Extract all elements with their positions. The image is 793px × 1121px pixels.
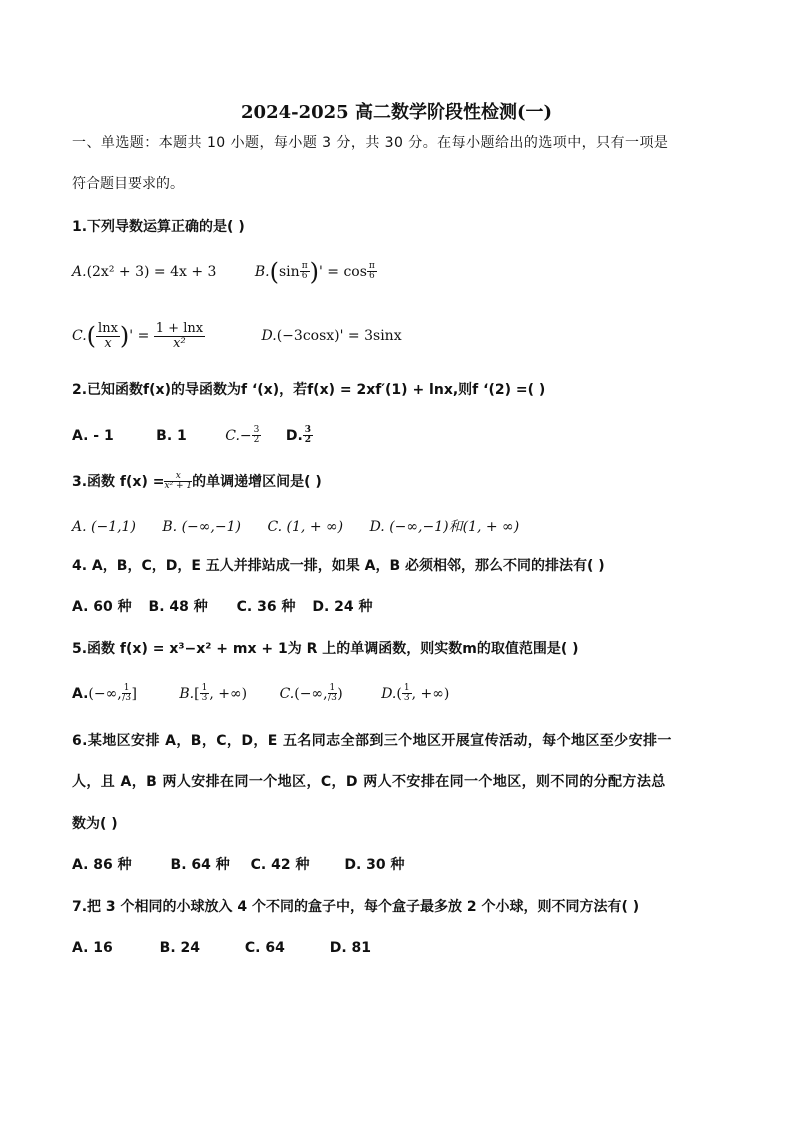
q1-b-frac2-num: π — [368, 261, 375, 271]
q5-a-num: 1 — [123, 683, 130, 693]
q2-c-num: 3 — [253, 425, 260, 435]
q3-option-c: C. (1, + ∞) — [267, 519, 344, 535]
q6-stem-line-2: 人，且 A，B 两人安排在同一个地区，C，D 两人不安排在同一个地区，则不同的分配方法总 — [72, 774, 666, 790]
q3-options — [72, 518, 519, 536]
q1-b-frac-num: π — [301, 261, 308, 271]
q7-option-c: C. 64 — [244, 940, 285, 956]
q1-option-b: B.(sin $\frac{\pi}{6}$ )' = cos $\frac{\pi}{6}$ — [254, 257, 375, 286]
q2-option-c — [225, 426, 261, 446]
q5-option-a-post: ] — [131, 685, 137, 702]
q6-options — [72, 856, 405, 874]
q2-option-d-label: D. — [285, 427, 303, 444]
q1-c-rhs-num: 1 + lnx — [155, 321, 204, 336]
q5-option-c-pre: (−∞, — [294, 685, 328, 702]
q5-stem: 5.函数 f(x) = x³−x² + mx + 1为 R 上的单调函数，则实数m的取值范围是( ) — [72, 641, 579, 657]
q2-option-a: A. - 1 — [72, 427, 114, 444]
q1-option-c-label: C. — [72, 328, 87, 345]
q1-option-b-sin: sin — [279, 263, 300, 280]
q2-option-d — [286, 426, 313, 446]
q2-option-c-frac — [252, 426, 262, 446]
q5-option-b-label: B. — [179, 685, 195, 702]
q4-options — [72, 598, 373, 616]
q5-option-b — [179, 684, 247, 704]
q1-option-b-label: B. — [254, 263, 270, 280]
q4-stem: 4. A，B，C，D，E 五人并排站成一排，如果 A，B 必须相邻，那么不同的排法有( ) — [72, 558, 605, 574]
page-title: 2024-2025 高二数学阶段性检测(一) — [241, 102, 552, 123]
q4-option-a: A. 60 种 — [72, 599, 132, 615]
q6-option-c: C. 42 种 — [250, 857, 310, 873]
q5-b-num: 1 — [201, 683, 208, 693]
q7-options — [72, 939, 371, 957]
q2-options — [72, 426, 313, 446]
q5-option-a-label: A. — [72, 685, 89, 702]
q1-options-row-1 — [72, 257, 377, 286]
q5-option-c-frac — [328, 684, 338, 704]
q7-option-d: D. 81 — [329, 940, 372, 956]
q3-frac-den: x² + 1 — [164, 481, 193, 492]
q1-option-c-frac — [96, 322, 120, 350]
section-intro-line-2: 符合题目要求的。 — [72, 176, 184, 192]
q1-option-b-frac-2 — [367, 262, 377, 282]
q1-option-d-label: D. — [261, 328, 277, 345]
q5-b-den: 3 — [201, 693, 208, 704]
q5-d-num: 1 — [403, 683, 410, 693]
q4-option-d: D. 24 种 — [312, 599, 373, 615]
q5-a-den: /3 — [122, 693, 131, 704]
q1-option-b-rhs: ' = cos — [318, 263, 367, 280]
q1-option-c-rhs-frac — [154, 322, 205, 350]
q5-option-b-frac — [200, 684, 210, 704]
q5-option-d-pre: ( — [396, 685, 402, 702]
q1-b-frac-den: 6 — [301, 271, 308, 282]
q3-stem-post: 的单调递增区间是( ) — [192, 473, 322, 490]
q1-option-b-frac — [300, 262, 310, 282]
q1-option-d — [262, 327, 402, 345]
q5-option-b-pre: [ — [194, 685, 200, 702]
q5-option-b-post: , +∞) — [209, 685, 248, 702]
q5-c-num: 1 — [329, 683, 336, 693]
q1-option-c: C.( $\frac{\ln x}{x}$ )' = $\frac{1 + \ln x}{\text{x²}}$ — [72, 321, 204, 351]
q5-option-a-frac — [122, 684, 132, 704]
q3-option-d: D. (−∞,−1)和(1, + ∞) — [369, 519, 520, 535]
q1-c-frac-den: x — [104, 335, 112, 351]
q6-stem-line-1: 6.某地区安排 A，B，C，D，E 五名同志全部到三个地区开展宣传活动，每个地区至少安排一 — [72, 733, 672, 749]
q2-d-den: 2 — [304, 435, 312, 446]
q3-frac — [164, 472, 192, 492]
q6-option-a: A. 86 种 — [72, 857, 132, 873]
q2-option-d-frac — [303, 426, 313, 446]
q2-stem: 2.已知函数f(x)的导函数为f ‘(x)，若f(x) = 2xf′(1) + lnx,则f ‘(2) =( ) — [72, 382, 546, 398]
q3-stem-pre: 3.函数 f(x) = — [72, 473, 165, 490]
q7-option-a: A. 16 — [72, 940, 113, 956]
q2-d-num: 3 — [304, 425, 312, 435]
q1-stem: 1.下列导数运算正确的是( ) — [72, 219, 245, 235]
q2-option-c-label: C.− — [225, 427, 252, 444]
q5-c-den: /3 — [328, 693, 337, 704]
q5-option-d-label: D. — [381, 685, 397, 702]
q1-option-a-expr: (2x² + 3) = 4x + 3 — [86, 263, 217, 280]
q1-option-a — [72, 263, 216, 281]
q5-option-c — [280, 684, 343, 704]
q4-option-b: B. 48 种 — [148, 599, 208, 615]
q5-option-c-post: ) — [337, 685, 343, 702]
q3-option-a: A. (−1,1) — [72, 519, 136, 535]
q5-option-a-pre: (−∞, — [88, 685, 122, 702]
q5-option-d-frac — [402, 684, 412, 704]
q7-option-b: B. 24 — [159, 940, 201, 956]
q3-option-b: B. (−∞,−1) — [162, 519, 241, 535]
q5-d-den: 3 — [403, 693, 410, 704]
q3-stem — [72, 472, 322, 492]
q4-option-c: C. 36 种 — [236, 599, 296, 615]
q3-frac-num: x — [164, 472, 192, 482]
q2-option-b: B. 1 — [156, 427, 187, 444]
q1-option-d-expr: (−3cosx)' = 3sinx — [276, 328, 402, 345]
q5-option-d-post: , +∞) — [411, 685, 450, 702]
q5-option-d — [381, 684, 449, 704]
q5-option-a — [72, 684, 137, 704]
q1-options-row-2 — [72, 322, 402, 350]
q1-c-frac-num: lnx — [98, 321, 118, 336]
q6-option-b: B. 64 种 — [170, 857, 230, 873]
q1-b-frac2-den: 6 — [369, 271, 375, 282]
section-intro-line-1: 一、单选题：本题共 10 小题，每小题 3 分，共 30 分。在每小题给出的选项中，只有一项是 — [72, 135, 669, 151]
q5-options — [72, 684, 449, 704]
q2-c-den: 2 — [253, 435, 260, 446]
q6-stem-line-3: 数为( ) — [72, 816, 118, 832]
q1-c-rhs-den: x² — [173, 335, 186, 351]
q6-option-d: D. 30 种 — [344, 857, 405, 873]
q1-option-a-label: A. — [72, 263, 87, 280]
q7-stem: 7.把 3 个相同的小球放入 4 个不同的盒子中，每个盒子最多放 2 个小球，则不同方法有( ) — [72, 899, 640, 915]
q5-option-c-label: C. — [279, 685, 295, 702]
